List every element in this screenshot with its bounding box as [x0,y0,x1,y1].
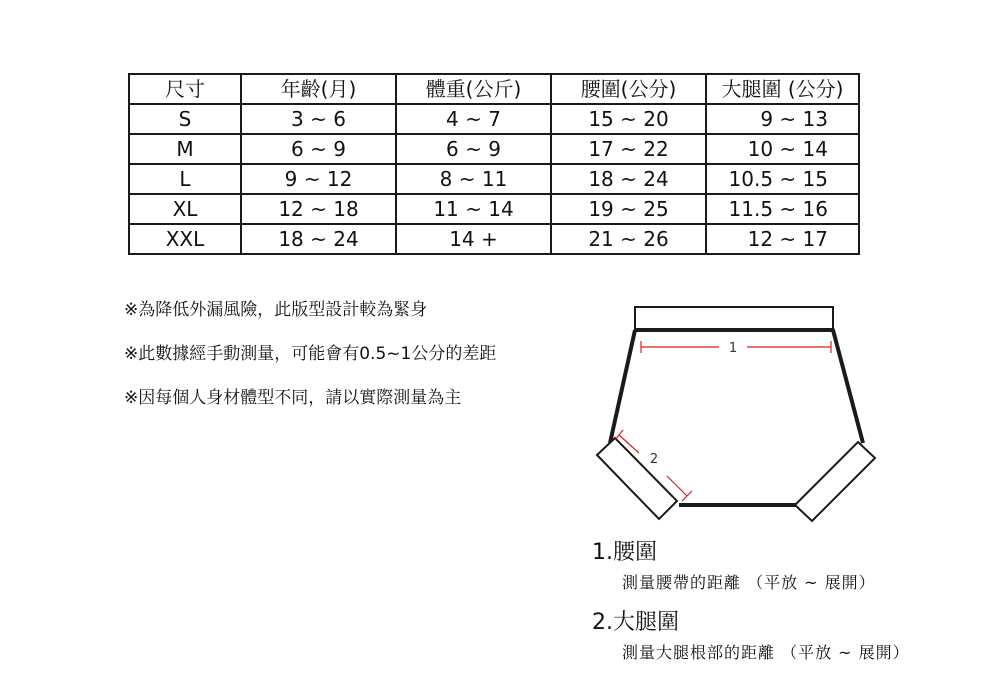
cell-thigh: 10 ~ 14 [706,134,859,164]
measurement-legend [592,538,992,678]
cell-age: 3 ~ 6 [241,104,396,134]
notes-section [124,300,496,432]
cell-thigh: 9 ~ 13 [706,104,859,134]
table-row [129,224,859,254]
cell-thigh: 12 ~ 17 [706,224,859,254]
waistband-shape [635,307,833,330]
cell-weight: 8 ~ 11 [396,164,551,194]
table-row [129,194,859,224]
legend-waist-title: 1.腰圍 [592,540,657,565]
cell-age: 12 ~ 18 [241,194,396,224]
cell-age: 18 ~ 24 [241,224,396,254]
waist-measure-label: 1 [728,341,738,356]
cell-waist: 17 ~ 22 [551,134,706,164]
cell-size: M [129,134,241,164]
cell-age: 6 ~ 9 [241,134,396,164]
legend-thigh-desc: 測量大腿根部的距離 （平放 ~ 展開） [622,643,910,662]
left-leg-cuff [597,438,677,519]
cell-size: S [129,104,241,134]
table-row [129,104,859,134]
cell-size: L [129,164,241,194]
cell-age: 9 ~ 12 [241,164,396,194]
thigh-measure-label: 2 [649,452,659,467]
header-thigh: 大腿圍 (公分) [706,74,859,104]
note-tight-fit: ※為降低外漏風險，此版型設計較為緊身 [124,300,428,320]
header-size: 尺寸 [129,74,241,104]
header-weight: 體重(公斤) [396,74,551,104]
header-waist: 腰圍(公分) [551,74,706,104]
cell-thigh: 10.5 ~ 15 [706,164,859,194]
cell-weight: 6 ~ 9 [396,134,551,164]
header-age: 年齡(月) [241,74,396,104]
note-measurement-tolerance: ※此數據經手動測量，可能會有0.5~1公分的差距 [124,344,497,364]
cell-weight: 14 + [396,224,551,254]
note-body-variation: ※因每個人身材體型不同，請以實際測量為主 [124,388,462,408]
size-chart-table [128,73,860,255]
cell-size: XXL [129,224,241,254]
table-row [129,164,859,194]
legend-waist-desc: 測量腰帶的距離 （平放 ~ 展開） [622,573,876,592]
cell-waist: 15 ~ 20 [551,104,706,134]
cell-thigh: 11.5 ~ 16 [706,194,859,224]
table-header-row [129,74,859,104]
cell-weight: 4 ~ 7 [396,104,551,134]
cell-waist: 18 ~ 24 [551,164,706,194]
right-leg-cuff [795,442,875,521]
cell-weight: 11 ~ 14 [396,194,551,224]
cell-waist: 21 ~ 26 [551,224,706,254]
cell-waist: 19 ~ 25 [551,194,706,224]
legend-thigh-title: 2.大腿圍 [592,610,679,635]
diaper-measurement-diagram [595,300,895,530]
table-row [129,134,859,164]
cell-size: XL [129,194,241,224]
